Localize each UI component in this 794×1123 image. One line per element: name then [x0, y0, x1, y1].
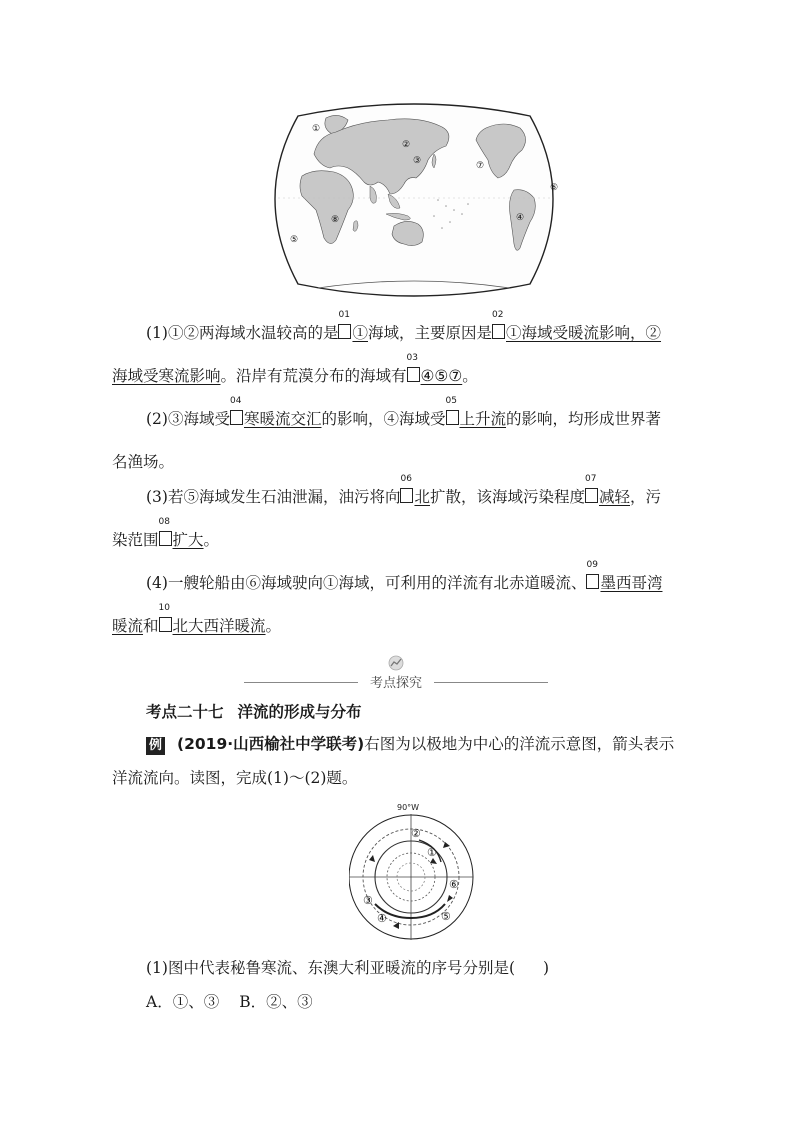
answer-blank — [400, 474, 413, 503]
blank-number: 09 — [586, 560, 598, 570]
text: 的影响，均形成世界著 — [506, 410, 662, 428]
answer-blank — [585, 474, 598, 503]
text: (2)③海域受 — [146, 410, 230, 428]
text: 。 — [462, 367, 478, 385]
map-label-7: ⑦ — [476, 161, 485, 171]
divider-rule-right — [434, 682, 548, 683]
question-1 — [146, 956, 549, 978]
map-label-4: ④ — [516, 213, 525, 223]
map-label-3: ③ — [413, 156, 422, 166]
polar-top-label: 90°W — [397, 803, 420, 812]
text: 。沿岸有荒漠分布的海域有 — [220, 367, 407, 385]
blank-number: 07 — [585, 474, 597, 484]
map-label-5: ⑤ — [290, 235, 299, 245]
text: 。 — [203, 531, 220, 549]
exercise-paragraph-2 — [112, 398, 684, 484]
answer-blank — [492, 310, 505, 339]
answer-text: ① — [352, 324, 368, 342]
polar-label-2: ② — [411, 827, 421, 840]
answer-text: 扩大 — [172, 531, 204, 549]
map-label-2: ② — [402, 140, 411, 150]
answer-text: 墨西哥湾 — [600, 574, 663, 592]
blank-number: 05 — [445, 396, 457, 406]
polar-current-diagram — [349, 800, 474, 946]
example-block — [112, 727, 684, 795]
blank-number: 10 — [158, 603, 170, 613]
answer-text: 减轻 — [599, 488, 631, 506]
polar-label-3: ③ — [363, 894, 373, 907]
section-label: 考点二十七 — [146, 703, 224, 721]
map-label-8: ⑧ — [331, 215, 340, 225]
polar-label-4: ④ — [377, 912, 387, 925]
text: 。 — [265, 617, 282, 635]
answer-text: ④⑤⑦ — [420, 367, 463, 385]
answer-blank — [158, 603, 172, 632]
text: 海域，主要原因是 — [367, 324, 492, 342]
text: 和 — [143, 617, 159, 635]
exercise-paragraph-1 — [112, 312, 684, 398]
blank-number: 02 — [492, 310, 504, 320]
section-divider — [244, 668, 548, 696]
answer-blank — [586, 560, 599, 589]
blank-number: 01 — [338, 310, 350, 320]
text: (3)若⑤海域发生石油泄漏，油污将向 — [146, 488, 401, 506]
exercise-paragraph-3 — [112, 476, 684, 562]
example-text: 洋流流向。读图，完成(1)～(2)题。 — [112, 769, 358, 787]
question-1-options — [146, 990, 313, 1012]
answer-blank — [445, 396, 459, 425]
blank-number: 08 — [158, 517, 170, 527]
answer-blank — [229, 396, 243, 425]
polar-label-5: ⑤ — [441, 910, 451, 923]
question-text: (1)图中代表秘鲁寒流、东澳大利亚暖流的序号分别是( — [146, 959, 516, 977]
text: 名渔场。 — [112, 453, 175, 471]
map-label-1: ① — [312, 124, 321, 134]
text: (4)一艘轮船由⑥海域驶向①海域，可利用的洋流有北赤道暖流、 — [146, 574, 587, 592]
text: 染范围 — [112, 531, 159, 549]
answer-blank — [158, 517, 172, 546]
divider-title: 考点探究 — [369, 676, 422, 691]
answer-text: 暖流 — [112, 617, 144, 635]
world-ocean-map — [258, 98, 570, 300]
answer-text: 北 — [414, 488, 430, 506]
answer-blank — [338, 310, 351, 339]
answer-text: 北大西洋暖流 — [172, 617, 266, 635]
example-text: 右图为以极地为中心的洋流示意图，箭头表示 — [364, 735, 675, 753]
text: ，污 — [630, 488, 662, 506]
section-title: 洋流的形成与分布 — [237, 703, 362, 721]
answer-blank — [406, 353, 420, 382]
text: (1)①②两海域水温较高的是 — [146, 324, 339, 342]
map-label-6: ⑥ — [550, 183, 559, 193]
option-a[interactable]: A．①、③ — [146, 993, 220, 1011]
example-source: (2019·山西榆社中学联考) — [177, 735, 365, 753]
polar-label-6: ⑥ — [449, 878, 459, 891]
blank-number: 06 — [400, 474, 412, 484]
exercise-paragraph-4 — [112, 562, 684, 648]
option-b[interactable]: B．②、③ — [239, 993, 313, 1011]
example-badge: 例 — [146, 737, 165, 755]
text: 扩散，该海域污染程度 — [429, 488, 585, 506]
question-close-paren: ) — [543, 959, 550, 977]
answer-text: 寒暖流交汇 — [243, 410, 322, 428]
answer-text: ①海域受暖流影响，② — [506, 324, 662, 342]
answer-text: 上升流 — [459, 410, 507, 428]
text: 的影响，④海域受 — [321, 410, 446, 428]
section-heading — [146, 700, 362, 722]
blank-number: 03 — [406, 353, 418, 363]
answer-text: 海域受寒流影响 — [112, 367, 221, 385]
blank-number: 04 — [229, 396, 242, 406]
trend-logo-icon — [384, 654, 408, 672]
polar-label-1: ① — [427, 846, 437, 859]
